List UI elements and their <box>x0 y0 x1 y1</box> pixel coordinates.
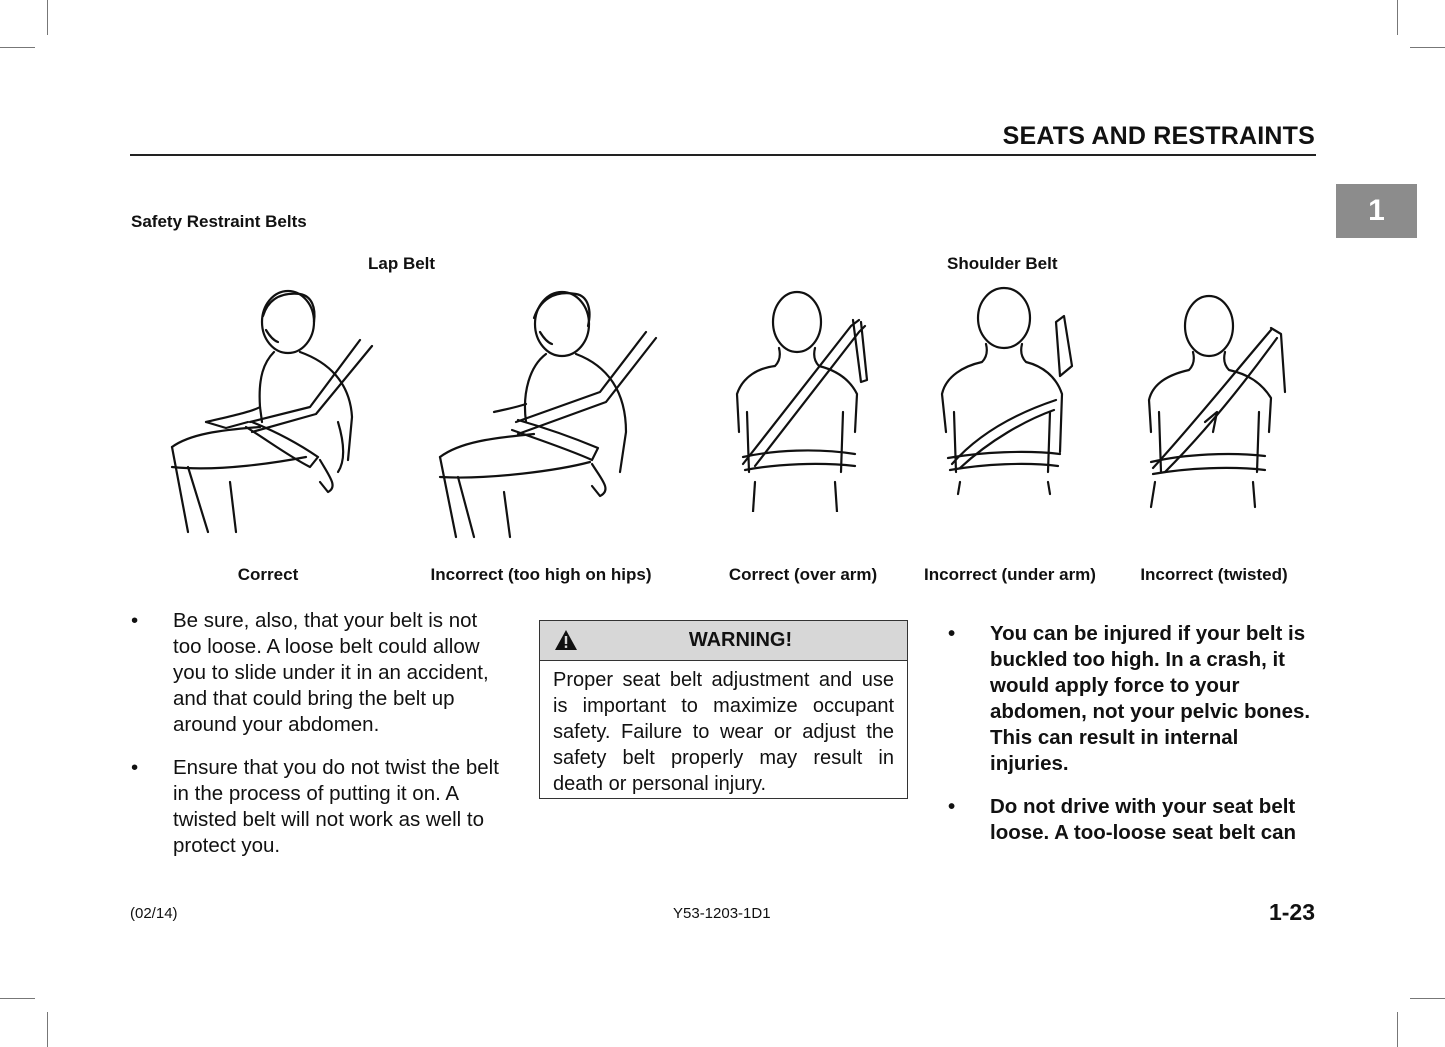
shoulder-belt-twisted-illustration <box>1135 282 1295 512</box>
crop-mark <box>1397 1012 1398 1047</box>
warning-body: Proper seat belt adjustment and use is important to maximize occupant safety. Failure to wear or adjust the safety belt properly may result in death or personal injury. <box>553 669 894 795</box>
footer-date: (02/14) <box>130 905 178 922</box>
warning-header <box>540 621 907 661</box>
crop-mark <box>1397 0 1398 35</box>
warning-triangle-icon <box>554 629 578 651</box>
bullet-text: Ensure that you do not twist the belt in the process of putting it on. A twisted belt will not work as well to protect you. <box>173 756 499 857</box>
illustration-caption: Incorrect (twisted) <box>1140 565 1288 584</box>
left-bullet-list <box>131 608 506 876</box>
bullet-icon: • <box>131 756 139 779</box>
warning-box <box>539 620 908 799</box>
chapter-tab: 1 <box>1336 184 1417 238</box>
bullet-icon: • <box>131 609 139 632</box>
crop-mark <box>0 998 35 999</box>
shoulder-belt-under-arm-illustration <box>930 282 1090 512</box>
shoulder-belt-label: Shoulder Belt <box>947 254 1058 273</box>
bullet-icon: • <box>948 795 956 818</box>
page-number: 1-23 <box>1268 899 1315 925</box>
bullet-icon: • <box>948 622 956 645</box>
footer-doc-code: Y53-1203-1D1 <box>673 905 771 922</box>
crop-mark <box>47 1012 48 1047</box>
page-header-title: SEATS AND RESTRAINTS <box>1002 122 1315 150</box>
lap-belt-correct-illustration <box>160 282 380 552</box>
illustration-caption: Incorrect (under arm) <box>924 565 1096 584</box>
list-item <box>948 621 1318 777</box>
crop-mark <box>0 47 35 48</box>
lap-belt-label: Lap Belt <box>368 254 436 273</box>
shoulder-belt-over-arm-illustration <box>725 282 885 512</box>
list-item <box>131 755 506 859</box>
right-bullet-list <box>948 621 1318 863</box>
crop-mark <box>1410 998 1445 999</box>
list-item <box>131 608 506 738</box>
crop-mark <box>47 0 48 35</box>
bullet-text: You can be injured if your belt is buckled too high. In a crash, it would apply force to your abdomen, not your pelvic bones. This can result in internal injuries. <box>990 622 1311 775</box>
header-rule <box>130 154 1316 156</box>
warning-title: WARNING! <box>688 629 793 651</box>
bullet-text: Be sure, also, that your belt is not too loose. A loose belt could allow you to slide under it in an accident, and that could bring the belt up around your abdomen. <box>173 609 489 736</box>
illustration-caption: Incorrect (too high on hips) <box>430 565 652 584</box>
lap-belt-too-high-illustration <box>430 282 660 552</box>
illustration-caption: Correct <box>237 565 299 584</box>
crop-mark <box>1410 47 1445 48</box>
bullet-text: Do not drive with your seat belt loose. A too-loose seat belt can <box>990 795 1297 844</box>
list-item <box>948 794 1318 846</box>
section-title: Safety Restraint Belts <box>131 212 307 231</box>
illustration-caption: Correct (over arm) <box>728 565 878 584</box>
